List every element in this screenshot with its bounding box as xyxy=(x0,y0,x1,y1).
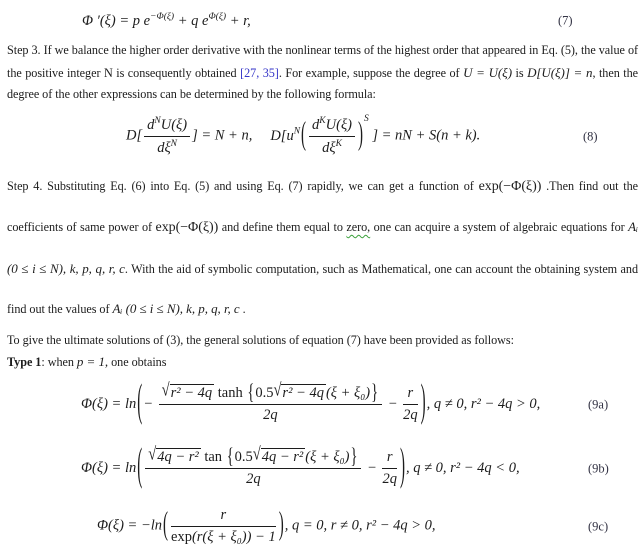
fraction xyxy=(171,506,276,547)
equation-number: (7) xyxy=(558,13,573,28)
equation-8-body xyxy=(126,115,480,157)
open-paren: ( xyxy=(301,117,307,153)
numerator xyxy=(144,115,190,137)
math-expression: ] = nN + S(n + k). xyxy=(368,127,481,144)
solutions-intro-paragraph xyxy=(7,330,638,352)
equation-number: (9a) xyxy=(588,397,609,411)
fraction xyxy=(159,380,382,425)
math-expression: 0.5 xyxy=(234,449,253,466)
math-inline: exp(−Φ(ξ)) xyxy=(478,178,542,194)
math-inline: Aᵢ (0 ≤ i ≤ N), k, p, q, r, c xyxy=(112,301,240,316)
math-superscript: −Φ(ξ) xyxy=(150,12,175,23)
math-expression: − xyxy=(143,395,157,412)
radicand: r² − 4q xyxy=(170,385,213,402)
denominator: 2q xyxy=(382,471,397,487)
equation-7-body xyxy=(82,12,251,30)
numerator: r xyxy=(403,384,418,405)
math-superscript: K xyxy=(335,139,342,149)
spellcheck-word: zero, xyxy=(346,220,371,234)
text-run: Step 4. Substituting Eq. (6) into Eq. (5) and using Eq. (7) rapidly, we can get a function of xyxy=(7,178,479,193)
function-name: tan xyxy=(200,449,226,466)
math-inline: D[U(ξ)] = n xyxy=(527,64,593,80)
numerator xyxy=(145,444,361,470)
equation-9a-row xyxy=(7,374,638,436)
radical-sign: √ xyxy=(252,444,261,465)
text-run: : when xyxy=(41,355,77,369)
fraction xyxy=(145,444,361,489)
text-run: , then the degree of the other expressions can be determined by the following formula: xyxy=(7,65,639,101)
citation-link[interactable]: [27, 35] xyxy=(240,65,279,80)
math-superscript: S xyxy=(363,114,369,124)
math-expression: dξ xyxy=(157,139,171,156)
math-expression: (ξ + ξ₀) xyxy=(325,385,371,402)
close-paren: ) xyxy=(420,379,426,427)
fraction xyxy=(309,115,355,157)
denominator: 2q xyxy=(403,407,418,423)
numerator: r xyxy=(171,506,276,527)
numerator xyxy=(159,380,382,406)
equation-9b-row xyxy=(7,438,638,500)
math-inline: Aᵢ (0 ≤ i ≤ N), k, p, q, r, c xyxy=(7,219,638,276)
math-expression: dξ xyxy=(322,139,336,156)
denominator xyxy=(309,137,355,158)
math-expression: − xyxy=(384,395,402,412)
text-run: . With the aid of symbolic computation, such as Mathematical, one can account the obtaining system and find out the values of xyxy=(7,261,638,316)
math-expression: d xyxy=(147,117,155,134)
square-root xyxy=(252,444,306,466)
text-run: . For example, suppose the degree of xyxy=(278,65,464,80)
close-brace: } xyxy=(371,380,379,406)
open-brace: { xyxy=(226,444,234,470)
math-inline: exp(−Φ(ξ)) xyxy=(155,220,219,235)
close-paren: ) xyxy=(357,117,363,153)
close-brace: } xyxy=(350,444,358,470)
square-root xyxy=(273,380,326,402)
math-expression: Φ(ξ) = ln xyxy=(81,459,137,476)
text-run: .Then find out the coefficients of same power of xyxy=(7,178,638,234)
math-expression: U(ξ) xyxy=(325,117,352,134)
text-run: is xyxy=(511,65,528,80)
math-inline: U = U(ξ) xyxy=(463,64,512,80)
math-expression: U(ξ) xyxy=(160,117,188,134)
close-paren: ) xyxy=(278,507,284,543)
math-expression: − xyxy=(363,459,381,476)
equation-9c-body xyxy=(97,506,436,547)
fraction xyxy=(382,448,397,489)
equation-8-row xyxy=(7,108,638,166)
math-expression: + q e xyxy=(174,12,209,29)
type1-line xyxy=(7,351,638,374)
open-paren: ( xyxy=(163,507,169,543)
equation-number: (9c) xyxy=(588,519,609,533)
text-run: and define them equal to xyxy=(218,220,347,234)
math-expression: (r(ξ + ξ₀)) − 1 xyxy=(191,529,276,545)
denominator: 2q xyxy=(246,471,261,488)
equation-number: (9b) xyxy=(588,461,609,475)
radical-sign: √ xyxy=(273,380,282,401)
open-brace: { xyxy=(247,380,255,406)
equation-9b-body xyxy=(81,443,520,491)
type-label: Type 1 xyxy=(7,355,42,369)
equation-number: (8) xyxy=(583,129,598,143)
step3-paragraph xyxy=(7,40,638,106)
math-superscript: K xyxy=(319,116,326,127)
function-name: tanh xyxy=(214,385,247,402)
denominator: 2q xyxy=(263,407,278,424)
radical-sign: √ xyxy=(161,380,170,401)
text-run: . xyxy=(239,302,246,316)
function-name: exp xyxy=(171,529,192,545)
math-superscript: Φ(ξ) xyxy=(208,12,227,23)
denominator xyxy=(171,527,276,547)
radicand: 4q − r² xyxy=(157,449,199,466)
math-superscript: N xyxy=(154,116,161,127)
equation-9a-body xyxy=(81,379,541,427)
math-expression: 0.5 xyxy=(255,385,274,402)
equation-9c-row xyxy=(7,504,638,549)
math-expression: Φ(ξ) = −ln xyxy=(97,517,163,534)
math-expression: (ξ + ξ₀) xyxy=(305,449,350,466)
text-run: Step 3. If we balance the higher order derivative with the nonlinear terms of the highest order that appeared in Eq. (5), the value of the positive integer N is consequently obtained xyxy=(7,43,638,80)
math-expression: Φ(ξ) = ln xyxy=(81,395,137,412)
math-inline: p = 1, xyxy=(76,354,109,369)
radicand: 4q − r² xyxy=(261,449,304,466)
equation-7-row xyxy=(7,8,638,34)
math-expression: d xyxy=(312,117,320,134)
numerator: r xyxy=(382,448,397,469)
square-root xyxy=(161,380,215,402)
open-paren: ( xyxy=(137,443,143,491)
condition: , q ≠ 0, r² − 4q > 0, xyxy=(426,395,541,412)
math-expression: + r, xyxy=(226,12,251,29)
denominator xyxy=(144,137,190,158)
math-expression: D[u xyxy=(270,127,294,144)
radicand: r² − 4q xyxy=(282,385,324,402)
math-superscript: N xyxy=(170,139,177,149)
close-paren: ) xyxy=(399,443,405,491)
math-expression: Φ ′(ξ) = p e xyxy=(82,12,151,29)
math-expression: D[ xyxy=(126,127,143,144)
math-superscript: N xyxy=(293,127,301,137)
fraction xyxy=(403,384,418,425)
open-paren: ( xyxy=(137,379,143,427)
numerator xyxy=(309,115,355,137)
text-run: one obtains xyxy=(108,355,167,369)
condition: , q = 0, r ≠ 0, r² − 4q > 0, xyxy=(284,517,436,534)
square-root xyxy=(148,444,201,466)
text-run: To give the ultimate solutions of (3), the general solutions of equation (7) have been provided as follows: xyxy=(7,332,514,347)
step4-paragraph xyxy=(7,166,638,330)
condition: , q ≠ 0, r² − 4q < 0, xyxy=(405,459,520,476)
text-run: one can acquire a system of algebraic equations for xyxy=(370,220,629,234)
math-expression: ] = N + n, xyxy=(192,127,253,144)
radical-sign: √ xyxy=(148,444,157,465)
fraction xyxy=(144,115,190,157)
